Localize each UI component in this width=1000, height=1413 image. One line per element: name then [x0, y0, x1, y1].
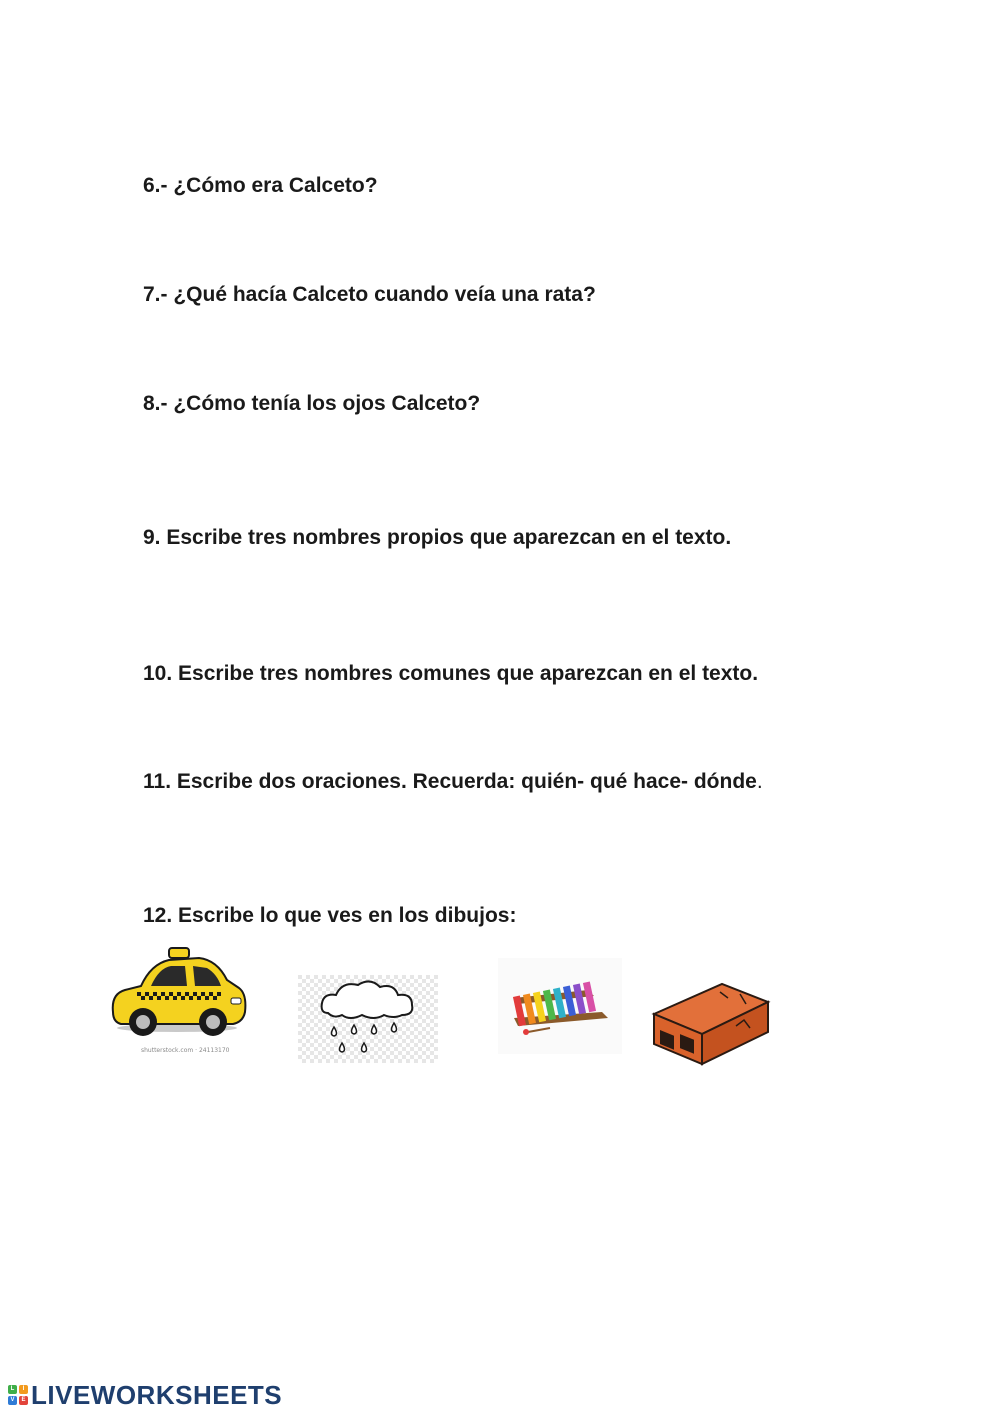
- question-text: 11. Escribe dos oraciones. Recuerda: quién- qué hace- dónde: [143, 770, 757, 793]
- logo-blocks-icon: L I V E: [8, 1385, 28, 1405]
- question-10: [143, 662, 758, 686]
- question-text: 12. Escribe lo que ves en los dibujos:: [143, 904, 517, 927]
- xylophone-image: [498, 958, 622, 1054]
- question-text: 6.- ¿Cómo era Calceto?: [143, 174, 378, 197]
- question-9: [143, 526, 731, 550]
- question-text: 7.- ¿Qué hacía Calceto cuando veía una rata?: [143, 283, 596, 306]
- logo-wordmark: LIVEWORKSHEETS: [31, 1379, 283, 1410]
- question-12: [143, 904, 516, 928]
- taxi-image: [107, 946, 249, 1056]
- liveworksheets-logo: [8, 1380, 282, 1410]
- taxi-caption: shutterstock.com · 24113170: [141, 1047, 230, 1054]
- rain-cloud-image: [298, 975, 438, 1063]
- question-tail: .: [756, 770, 763, 793]
- question-11: [143, 770, 763, 794]
- question-7: [143, 283, 596, 307]
- question-6: [143, 174, 378, 198]
- brick-image: [650, 976, 772, 1066]
- question-text: 8.- ¿Cómo tenía los ojos Calceto?: [143, 392, 481, 415]
- question-text: 9. Escribe tres nombres propios que aparezcan en el texto.: [143, 526, 732, 549]
- question-8: [143, 392, 480, 416]
- question-text: 10. Escribe tres nombres comunes que aparezcan en el texto.: [143, 662, 759, 685]
